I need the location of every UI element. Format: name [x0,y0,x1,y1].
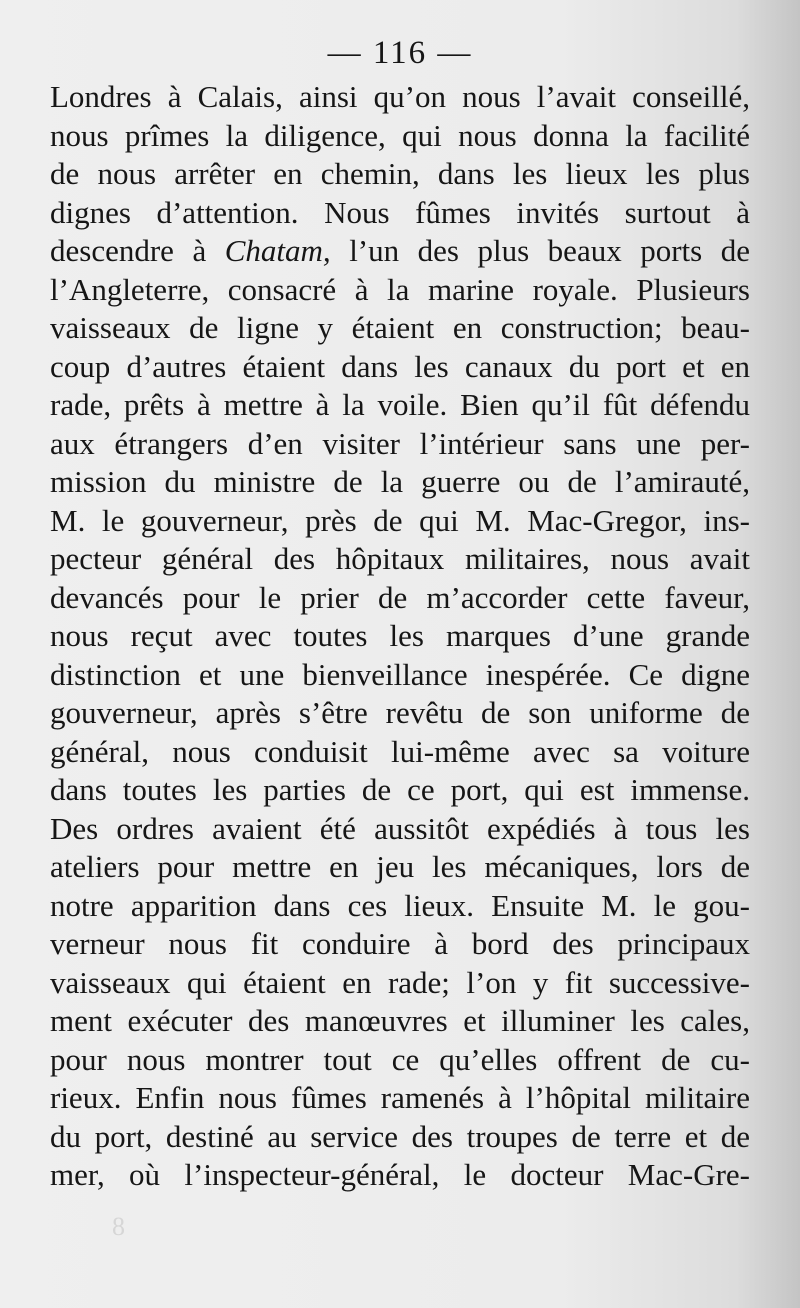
text-line: M. le gouverneur, près de qui M. Mac-Gregor, ins- [50,502,750,538]
text-line: verneur nous fit conduire à bord des principaux [50,926,750,961]
text-line: Londres à Calais, ainsi qu’on nous l’avait conseillé, [50,79,750,114]
text-line: aux étrangers d’en visiter l’intérieur sans une per- [50,425,750,461]
page-number: — 116 — [327,35,473,71]
text-line [50,232,750,271]
text-line: notre apparition dans ces lieux. Ensuite M. le gou- [50,887,750,923]
text-line: distinction et une bienveillance inespérée. Ce digne [50,656,750,692]
text-line: rieux. Enfin nous fûmes ramenés à l’hôpital militaire [50,1080,750,1115]
text-line: devancés pour le prier de m’accorder cette faveur, [50,579,750,615]
bleed-through-mark: 8 [112,1212,125,1241]
text-line: pecteur général des hôpitaux militaires, nous avait [50,541,750,576]
text-line: dignes d’attention. Nous fûmes invités surtout à [50,194,750,230]
text-line: nous prîmes la diligence, qui nous donna la facilité [50,117,750,153]
text-line: dans toutes les parties de ce port, qui est immense. [50,772,750,807]
text-line: coup d’autres étaient dans les canaux du port et en [50,348,750,384]
text-line: Des ordres avaient été aussitôt expédiés à tous les [50,810,750,846]
text-line: nous reçut avec toutes les marques d’une grande [50,618,750,653]
text-fragment: descendre à [50,233,225,268]
text-line: général, nous conduisit lui-même avec sa voiture [50,733,750,769]
text-fragment: l’un des plus beaux ports de [330,233,751,268]
text-line: ment exécuter des manœuvres et illuminer les cales, [50,1003,750,1038]
text-line: mission du ministre de la guerre ou de l’amirauté, [50,464,750,499]
text-line: rade, prêts à mettre à la voile. Bien qu’il fût défendu [50,387,750,422]
text-line: mer, où l’inspecteur-général, le docteur Mac-Gre- [50,1157,750,1192]
text-line: du port, destiné au service des troupes de terre et de [50,1118,750,1154]
text-line: de nous arrêter en chemin, dans les lieux les plus [50,156,750,191]
text-line: ateliers pour mettre en jeu les mécaniques, lors de [50,849,750,884]
text-line: vaisseaux qui étaient en rade; l’on y fit successive- [50,964,750,1000]
text-line: gouverneur, après s’être revêtu de son uniforme de [50,695,750,730]
text-line: vaisseaux de ligne y étaient en construction; beau- [50,310,750,345]
body-text [50,78,750,1195]
text-line: l’Angleterre, consacré à la marine royale. Plusieurs [50,271,750,307]
text-line: pour nous montrer tout ce qu’elles offrent de cu- [50,1041,750,1077]
place-name-italic: Chatam, [224,233,331,268]
